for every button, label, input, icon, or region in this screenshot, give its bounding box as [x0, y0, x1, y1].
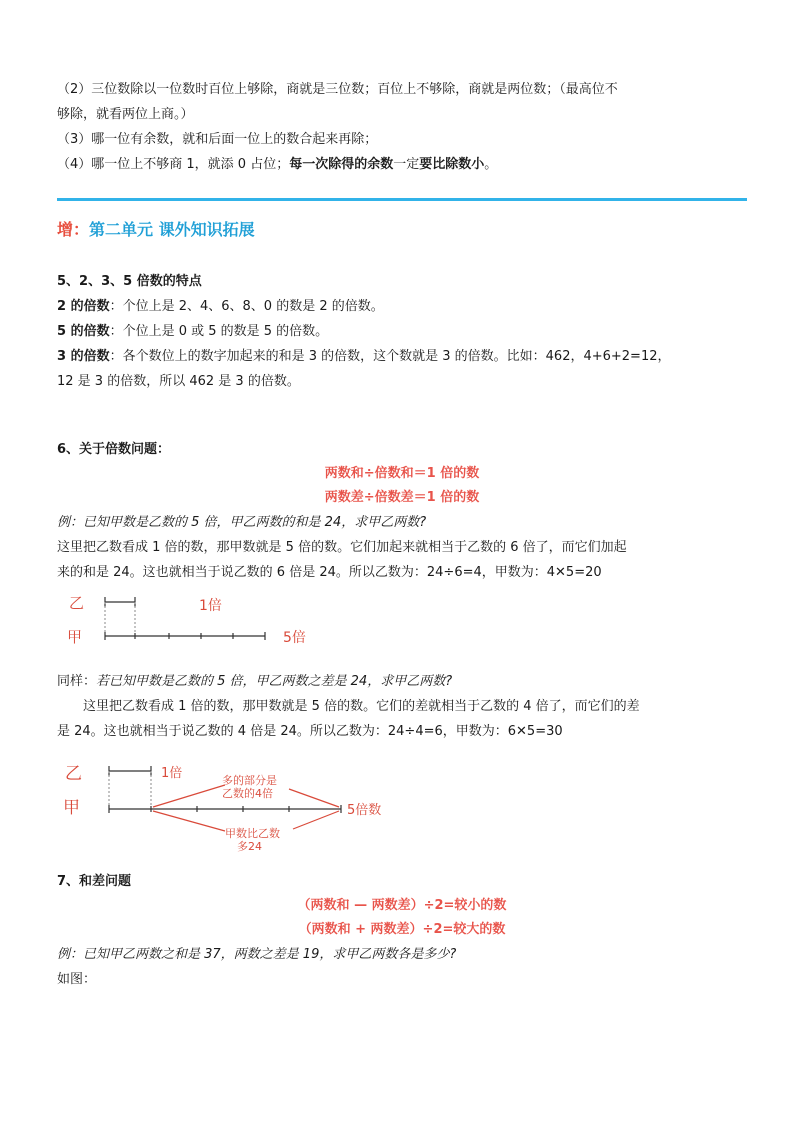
diagram1-guides: [105, 602, 135, 636]
diagram1-one-times: 1倍: [199, 598, 222, 614]
times-diagram-diff: [57, 755, 397, 855]
diagram2-note-bottom-b: 多24: [237, 840, 262, 853]
rule-4-mid: 一定: [393, 157, 420, 172]
times-explain-1-b: 来的和是 24。这也就相当于说乙数的 6 倍是 24。所以乙数为：24÷6=4，甲数为：4✕5=20: [57, 565, 602, 580]
rule-2-line-1: （2）三位数除以一位数时百位上够除，商就是三位数；百位上不够除，商就是两位数；（最高位不: [57, 82, 618, 97]
multiples-two-text: ：个位上是 2、4、6、8、0 的数是 2 的倍数。: [109, 299, 384, 314]
diagram2-jia-label: 甲: [63, 798, 80, 818]
times-diagram-sum: [57, 588, 317, 660]
multiples-five: [57, 320, 328, 343]
diagram2-note-bottom-a: 甲数比乙数: [225, 827, 280, 840]
multiples-three-line-1: [57, 345, 671, 368]
diagram1-yi-bar: [105, 597, 135, 607]
times-title: 6、关于倍数问题：: [57, 442, 171, 457]
times-example-2-prefix: 同样：: [57, 674, 97, 689]
diagram2-one-times: 1倍: [161, 766, 183, 781]
times-formula-2: 两数差÷倍数差＝1 倍的数: [324, 490, 480, 505]
section-header-lead: 增：: [57, 220, 90, 239]
multiples-two-label: 2 的倍数: [57, 299, 110, 314]
diagram1-jia-bar: [105, 632, 265, 640]
multiples-title: 5、2、3、5 倍数的特点: [57, 274, 202, 289]
times-explain-2-b: 是 24。这也就相当于说乙数的 4 倍是 24。所以乙数为：24÷4=6，甲数为：6✕5=30: [57, 724, 563, 739]
diagram1-five-times: 5倍: [283, 630, 306, 646]
multiples-three-line-2: 12 是 3 的倍数，所以 462 是 3 的倍数。: [57, 374, 300, 389]
rule-4-bold-1: 每一次除得的余数: [289, 157, 394, 172]
section-divider: [57, 198, 747, 201]
sum-diff-see-figure: 如图：: [57, 972, 97, 987]
times-example-2-text: 若已知甲数是乙数的 5 倍，甲乙两数之差是 24，求甲乙两数?: [96, 674, 453, 689]
multiples-five-label: 5 的倍数: [57, 324, 110, 339]
diagram2-yi-bar: [109, 766, 151, 776]
section-header: [57, 217, 255, 240]
diagram1-yi-label: 乙: [69, 594, 85, 612]
diagram2-jia-bar: [109, 805, 341, 813]
sum-diff-title: 7、和差问题: [57, 874, 132, 889]
diagram2-guides: [109, 771, 151, 809]
times-example-1: 例：已知甲数是乙数的 5 倍，甲乙两数的和是 24，求甲乙两数?: [57, 515, 427, 530]
diagram2-five-times: 5倍数: [347, 803, 382, 818]
rule-4-bold-2: 要比除数小: [419, 157, 485, 172]
multiples-two: [57, 295, 384, 318]
times-explain-2-a: 这里把乙数看成 1 倍的数，那甲数就是 5 倍的数。它们的差就相当于乙数的 4 倍了，而它们的差: [83, 699, 640, 714]
multiples-three-label: 3 的倍数: [57, 349, 110, 364]
times-example-2: [57, 670, 452, 693]
diagram1-jia-label: 甲: [67, 628, 83, 646]
multiples-five-text: ：个位上是 0 或 5 的数是 5 的倍数。: [109, 324, 329, 339]
rule-3: （3）哪一位有余数，就和后面一位上的数合起来再除；: [57, 132, 378, 147]
sum-diff-example: 例：已知甲乙两数之和是 37，两数之差是 19，求甲乙两数各是多少?: [57, 947, 457, 962]
rule-4-prefix: （4）哪一位上不够商 1，就添 0 占位；: [57, 157, 290, 172]
rule-4-end: 。: [484, 157, 498, 172]
times-explain-1-a: 这里把乙数看成 1 倍的数，那甲数就是 5 倍的数。它们加起来就相当于乙数的 6 倍了，而它们加起: [57, 540, 627, 555]
times-formula-1: 两数和÷倍数和＝1 倍的数: [324, 466, 480, 481]
diagram2-note-top-a: 多的部分是: [222, 774, 277, 787]
diagram2-yi-label: 乙: [65, 764, 82, 784]
multiples-three-text-a: ：各个数位上的数字加起来的和是 3 的倍数，这个数就是 3 的倍数。比如：462，4+6+2=12，: [109, 349, 671, 364]
sum-diff-formula-1: （两数和 — 两数差）÷2=较小的数: [297, 898, 507, 913]
rule-2-line-2: 够除，就看两位上商。）: [57, 107, 194, 122]
diagram2-note-top-b: 乙数的4倍: [222, 787, 273, 800]
rule-4: [57, 153, 497, 176]
section-header-title: 第二单元 课外知识拓展: [89, 220, 255, 239]
sum-diff-formula-2: （两数和 + 两数差）÷2=较大的数: [298, 922, 506, 937]
